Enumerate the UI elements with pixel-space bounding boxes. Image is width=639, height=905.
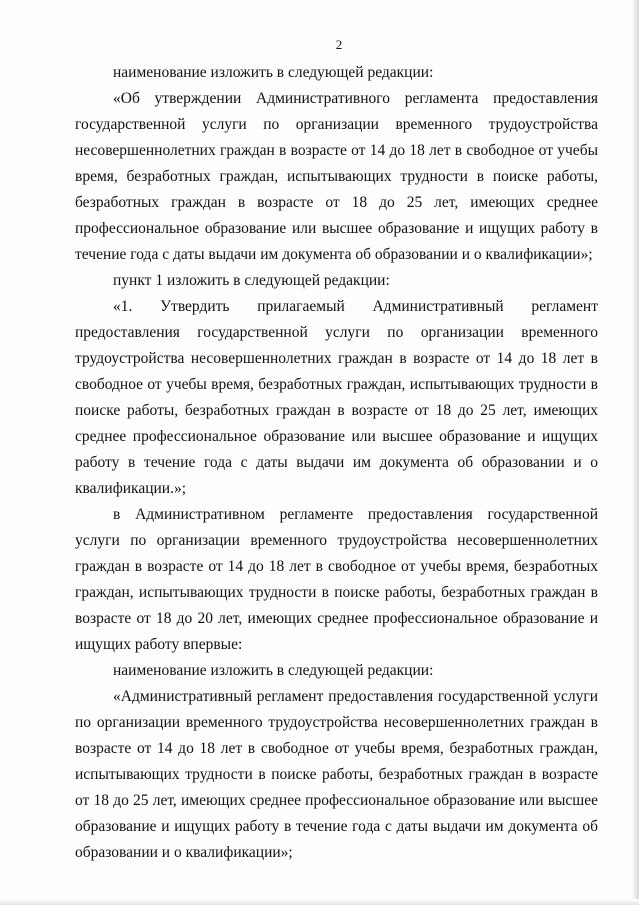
paragraph-item1-text: «1. Утвердить прилагаемый Административный регламент предоставления государственной услуги по организации временного трудоустройства несовершеннолетних граждан в возрасте от 14 до 18 лет в свободное от учебы время, безработных граждан, испытывающих трудности в поиске работы, безработных граждан в возрасте от 18 до 25 лет, имеющих среднее профессиональное образование или высшее образование и ищущих работу в течение года с даты выдачи им документа об образовании и о квалификации.»;	[75, 298, 598, 497]
paragraph-new-title: «Об утверждении Административного регламента предоставления государственной услуги по организации временного трудоустройства несовершеннолетних граждан в возрасте от 14 до 18 лет в свободное от учебы время, безработных граждан, испытывающих трудности в поиске работы, безработных граждан в возрасте от 18 до 25 лет, имеющих среднее профессиональное образование или высшее образование и ищущих работу в течение года с даты выдачи им документа об образовании и о квалификации»;	[75, 90, 598, 263]
paragraph-regulation-title: «Административный регламент предоставления государственной услуги по организации временного трудоустройства несовершеннолетних граждан в возрасте от 14 до 18 лет в свободное от учебы время, безработных граждан, испытывающих трудности в поиске работы, безработных граждан в возрасте от 18 до 25 лет, имеющих среднее профессиональное образование или высшее образование и ищущих работу в течение года с даты выдачи им документа об образовании и о квалификации»;	[75, 688, 598, 861]
paragraph-naming-instruction-2: наименование изложить в следующей редакции:	[113, 662, 434, 679]
paragraph-regulation-intro: в Административном регламенте предоставления государственной услуги по организации временного трудоустройства несовершеннолетних граждан в возрасте от 14 до 18 лет в свободное от учебы время, безработных граждан, испытывающих трудности в поиске работы, безработных граждан в возрасте от 18 до 20 лет, имеющих среднее профессиональное образование и ищущих работу впервые:	[75, 506, 598, 653]
paragraph-naming-instruction-1: наименование изложить в следующей редакции:	[113, 64, 434, 81]
paragraph-item1-instruction: пункт 1 изложить в следующей редакции:	[113, 272, 390, 289]
document-body	[75, 60, 598, 866]
page-edge-shadow	[631, 0, 639, 905]
page-number: 2	[335, 37, 343, 52]
page-bottom-shadow	[0, 899, 639, 905]
